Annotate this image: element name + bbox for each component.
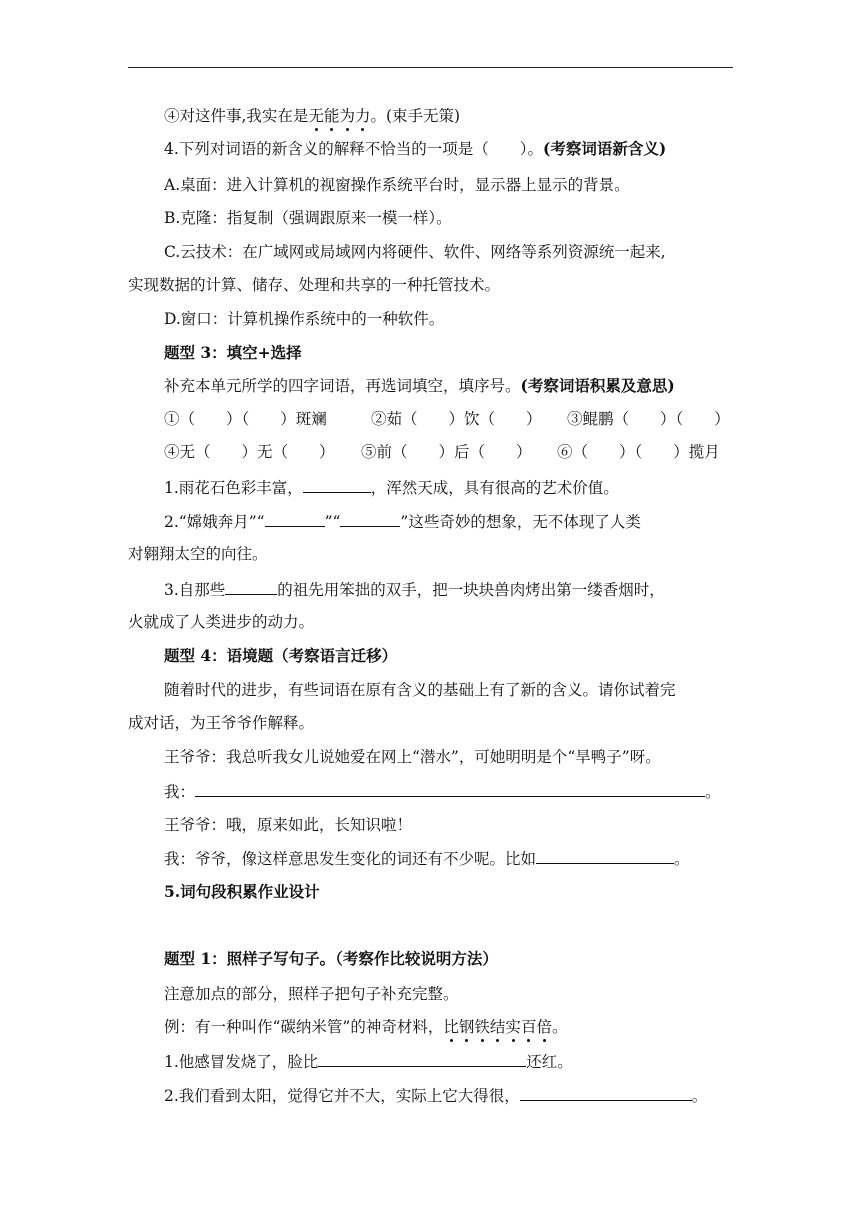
section-heading-type1: 题型 1：照样子写句子。（考察作比较说明方法）	[164, 949, 498, 968]
dialogue-line: 王爷爷：我总听我女儿说她爱在网上“潜水”，可她明明是个“旱鸭子”呀。	[164, 748, 661, 766]
idiom-item-1: ①（ ）（ ）斑斓	[164, 410, 327, 428]
dotted-char: 结	[489, 1018, 506, 1036]
answer-blank[interactable]	[536, 847, 674, 864]
exercise-sentence-1: 1.他感冒发烧了，脸比 还红。	[164, 1050, 573, 1073]
idiom-item-5: ⑤前（ ）后（ ）	[361, 443, 532, 461]
dotted-char: 百	[520, 1018, 537, 1036]
dotted-char: 倍	[536, 1018, 552, 1036]
fill-sentence-2-continued: 对翱翔太空的向往。	[128, 545, 268, 563]
answer-blank[interactable]	[520, 1084, 692, 1101]
emphasis-dotted-text	[308, 107, 370, 125]
dotted-char: 比	[443, 1018, 459, 1036]
context-paragraph-continued: 成对话，为王爷爷作解释。	[128, 714, 315, 732]
header-rule	[128, 67, 733, 68]
dialogue-line: 王爷爷：哦，原来如此，长知识啦！	[164, 816, 413, 834]
idiom-item-3: ③鲲鹏（ ）（ ）	[567, 410, 730, 428]
instruction-line: 补充本单元所学的四字词语，再选词填空，填序号。(考察词语积累及意思)	[164, 376, 675, 395]
question-4: 4.下列对词语的新含义的解释不恰当的一项是（ ）。(考察词语新含义)	[164, 139, 667, 158]
answer-blank[interactable]	[303, 476, 371, 493]
fill-sentence-3-continued: 火就成了人类进步的动力。	[128, 613, 315, 631]
dotted-char: 为	[339, 107, 355, 125]
exercise-sentence-2: 2.我们看到太阳，觉得它并不大，实际上它大得很， 。	[164, 1084, 707, 1107]
dotted-char: 无	[308, 107, 324, 125]
option-b: B.克隆：指复制（强调跟原来一模一样）。	[164, 209, 452, 227]
instruction-line: 注意加点的部分，照样子把句子补充完整。	[164, 985, 459, 1003]
option-c: C.云技术：在广域网或局域网内将硬件、软件、网络等系列资源统一起来,	[164, 243, 666, 261]
dialogue-answer-line: 我：爷爷，像这样意思发生变化的词还有不少呢。比如 。	[164, 847, 690, 870]
example-sentence: 例：有一种叫作“碳纳米管”的神奇材料，比钢铁结实百倍。	[164, 1018, 568, 1036]
dotted-char: 钢	[458, 1018, 475, 1036]
answer-blank[interactable]	[265, 510, 325, 527]
idiom-item-6: ⑥（ ）（ ）揽月	[557, 443, 720, 461]
section-heading-type3: 题型 3：填空+选择	[164, 343, 302, 362]
answer-blank[interactable]	[195, 780, 705, 797]
answer-blank[interactable]	[225, 578, 277, 595]
fill-sentence-2: 2.“嫦娥奔月”“ ”“ ”这些奇妙的想象，无不体现了人类	[164, 510, 641, 533]
dotted-char: 铁	[474, 1018, 490, 1036]
dotted-char: 力	[354, 107, 371, 125]
dotted-char: 能	[323, 107, 340, 125]
option-c-continued: 实现数据的计算、储存、处理和共享的一种托管技术。	[128, 276, 501, 294]
idiom-item-2: ②茹（ ）饮（ ）	[371, 410, 542, 428]
hint-bold: (考察词语积累及意思)	[520, 376, 675, 395]
section-title: 5.词句段积累作业设计	[164, 882, 320, 901]
section-heading-type4: 题型 4：语境题（考察语言迁移）	[164, 646, 398, 665]
idiom-item-4: ④无（ ）无（ ）	[164, 443, 335, 461]
context-paragraph: 随着时代的进步，有些词语在原有含义的基础上有了新的含义。请你试着完	[164, 681, 676, 699]
dialogue-answer-line: 我： 。	[164, 780, 721, 803]
option-a: A.桌面：进入计算机的视窗操作系统平台时，显示器上显示的背景。	[164, 176, 630, 194]
emphasis-dotted-text	[443, 1018, 552, 1036]
answer-blank[interactable]	[340, 510, 400, 527]
fill-sentence-3: 3.自那些 的祖先用笨拙的双手，把一块块兽肉烤出第一缕香烟时，	[164, 578, 665, 601]
text-line: ④对这件事,我实在是无能为力。(束手无策)	[164, 107, 461, 125]
answer-blank[interactable]	[318, 1050, 526, 1067]
option-d: D.窗口：计算机操作系统中的一种软件。	[164, 310, 445, 328]
hint-bold: (考察词语新含义)	[543, 139, 667, 158]
dotted-char: 实	[505, 1018, 521, 1036]
fill-sentence-1: 1.雨花石色彩丰富， ，浑然天成，具有很高的艺术价值。	[164, 476, 619, 499]
